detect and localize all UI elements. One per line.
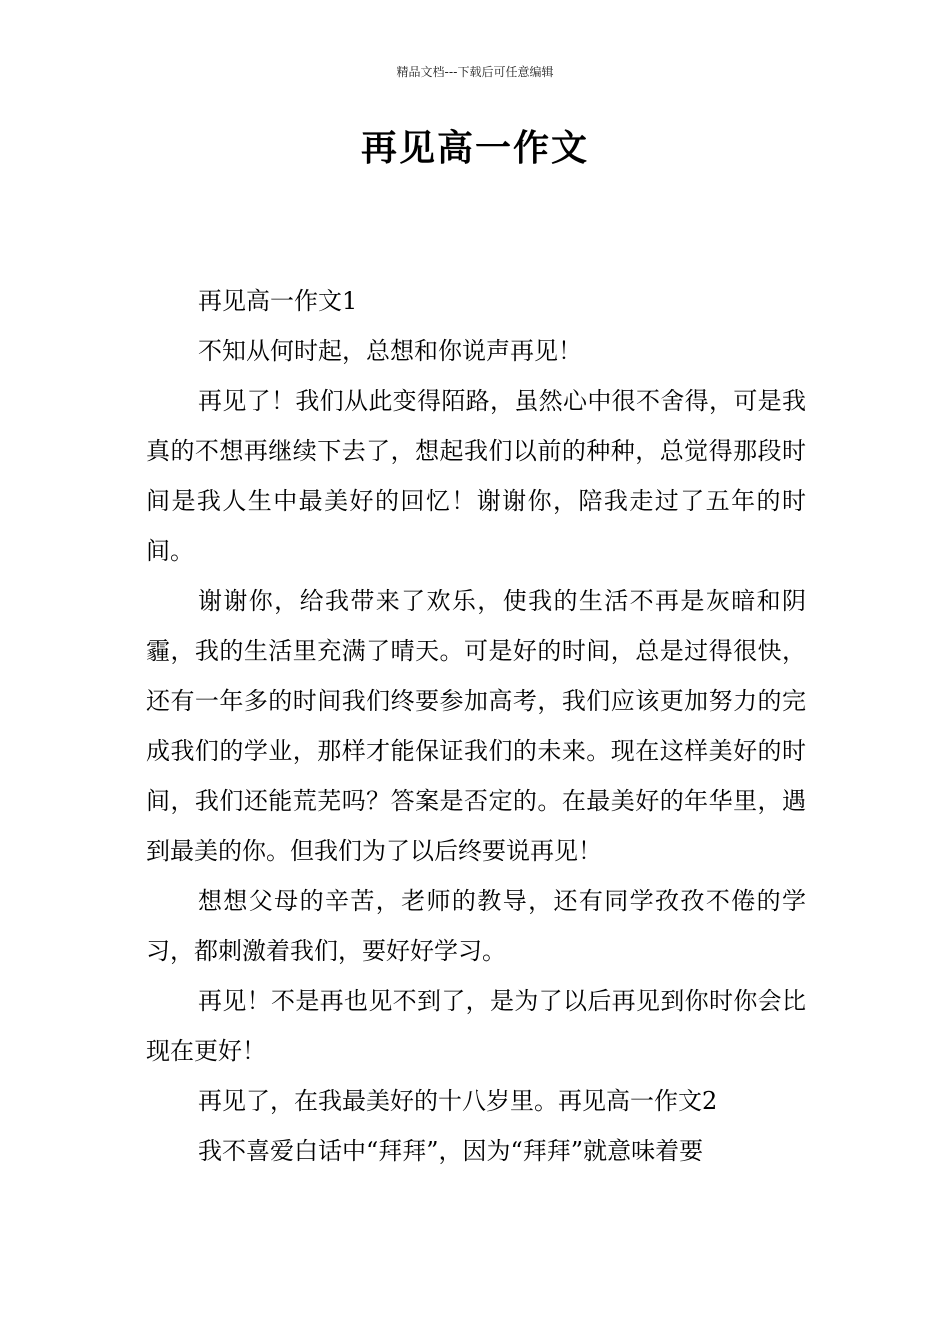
paragraph-5: 再见！不是再也见不到了，是为了以后再见到你时你会比现在更好！ <box>146 987 806 1065</box>
paragraph-section-heading-1: 再见高一作文1 <box>198 287 358 315</box>
paragraph-4: 想想父母的辛苦，老师的教导，还有同学孜孜不倦的学习，都刺激着我们，要好好学习。 <box>146 887 806 965</box>
paragraph-6: 我不喜爱白话中“拜拜”，因为“拜拜”就意味着要 <box>198 1137 704 1165</box>
document-title: 再见高一作文 <box>360 128 589 169</box>
document-body <box>146 276 806 1176</box>
paragraph-section-heading-2: 再见了，在我最美好的十八岁里。再见高一作文2 <box>198 1087 718 1115</box>
paragraph-1: 不知从何时起，总想和你说声再见！ <box>198 337 582 365</box>
paragraph-3: 谢谢你，给我带来了欢乐，使我的生活不再是灰暗和阴霾，我的生活里充满了晴天。可是好的时间，总是过得很快，还有一年多的时间我们终要参加高考，我们应该更加努力的完成我们的学业，那样才能保证我们的未来。现在这样美好的时间，我们还能荒芜吗？答案是否定的。在最美好的年华里，遇到最美的你。但我们为了以后终要说再见！ <box>146 587 806 865</box>
paragraph-2: 再见了！我们从此变得陌路，虽然心中很不舍得，可是我真的不想再继续下去了，想起我们以前的种种，总觉得那段时间是我人生中最美好的回忆！谢谢你，陪我走过了五年的时间。 <box>146 387 806 565</box>
header-note: 精品文档---下载后可任意编辑 <box>396 65 554 79</box>
